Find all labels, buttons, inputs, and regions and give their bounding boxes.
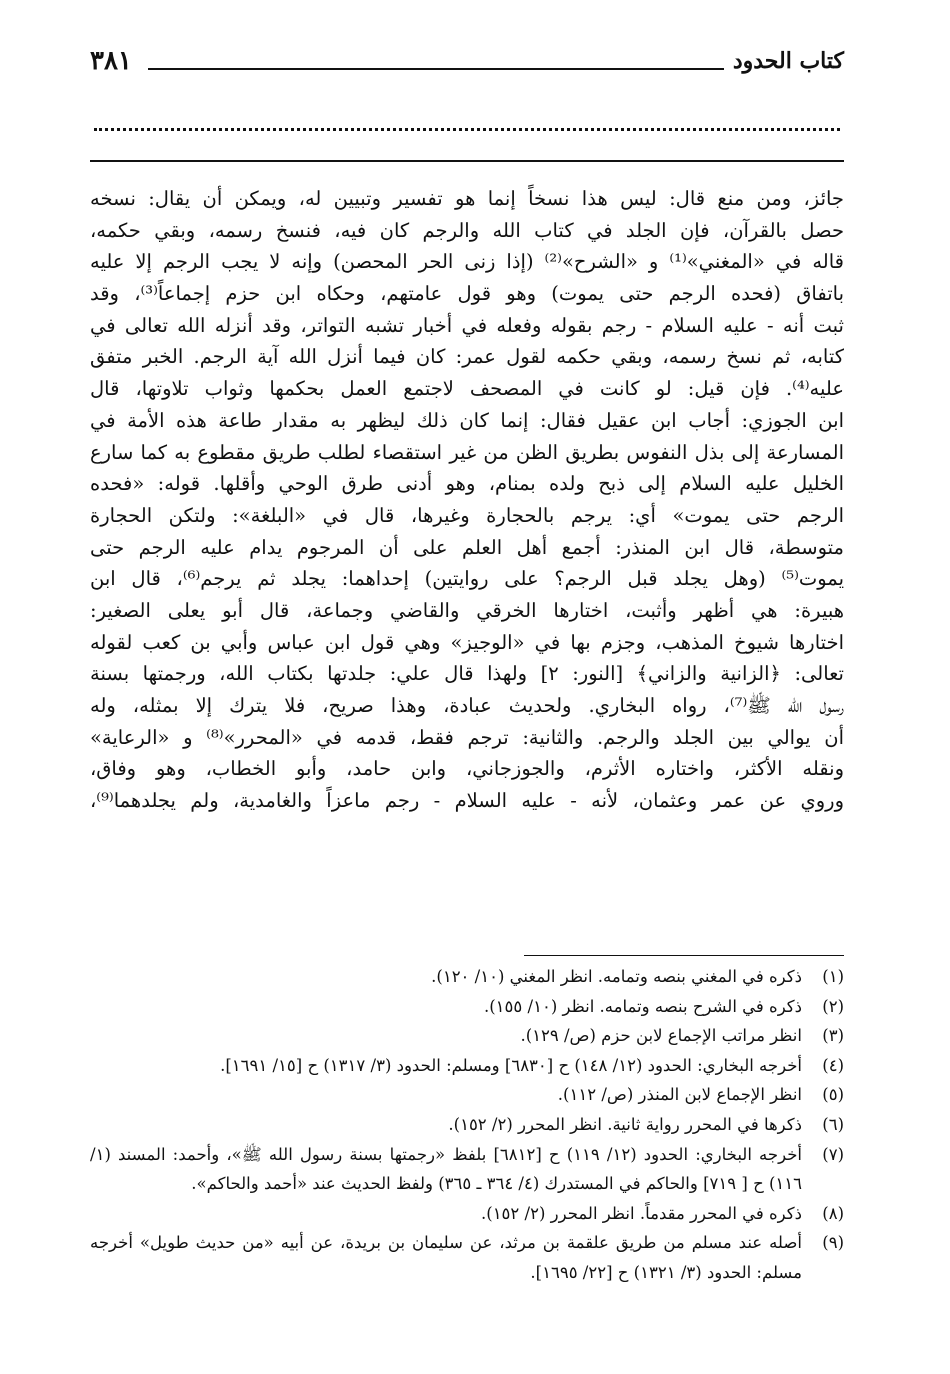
footnote-number: (٦)	[822, 1114, 844, 1134]
footnote	[90, 1199, 844, 1229]
header-rule	[148, 68, 724, 70]
footnote-text: انظر مراتب الإجماع لابن حزم (ص/ ١٢٩).	[520, 1026, 802, 1046]
footnote-number: (٤)	[822, 1055, 844, 1075]
footnote	[90, 1080, 844, 1110]
footnote-text: مسلم: الحدود (٣/ ١٣٢١) ح [٢٢/ ١٦٩٥].	[530, 1262, 802, 1282]
text-line: ونقله الأكثر، واختاره الأثرم، والجوزجاني، وابن حامد، وأبو الخطاب، وهو وفاق،	[90, 757, 844, 781]
footnote	[90, 1110, 844, 1140]
footnote-number: (٨)	[822, 1203, 844, 1223]
footnote-number: (٥)	[822, 1085, 844, 1105]
footnote	[90, 1140, 844, 1199]
footnote-text: ذكره في المحرر مقدماً. انظر المحرر (٢/ ١٥٢).	[481, 1203, 802, 1223]
footnote-number: (٣)	[822, 1026, 844, 1046]
text-line: كتابه، ثم نسخ رسمه، وبقي حكمه لقول عمر: كان فيما أنزل الله آية الرجم. الخبر متفق	[90, 345, 844, 369]
text-line: عليه⁽⁴⁾. فإن قيل: لو كانت في المصحف لاجتمع العمل بحكمها وثواب تلاوتها، قال	[90, 377, 844, 401]
footnote-text: أخرجه البخاري: الحدود (١٢/ ١٤٨) ح [٦٨٣٠] ومسلم: الحدود (٣/ ١٣١٧) ح [١٥/ ١٦٩١].	[220, 1055, 802, 1075]
footnote-text: أخرجه البخاري: الحدود (١٢/ ١١٩) ح [٦٨١٢] بلفظ «رجمتها بسنة رسول الله ﷺ»، وأحمد: المسند (١/	[90, 1144, 802, 1164]
footnote-text: أصله عند مسلم من طريق علقمة بن مرثد، عن سليمان بن بريدة، عن أبيه «من حديث طويل» أخرجه	[90, 1233, 802, 1253]
text-line: هبيرة: هي أظهر وأثبت، اختارها الخرقي والقاضي وجماعة، قال أبو يعلى الصغير:	[90, 598, 844, 622]
footnote	[90, 962, 844, 992]
text-line: متوسطة، قال ابن المنذر: أجمع أهل العلم على أن المرجوم يدام عليه الرجم حتى	[90, 535, 844, 559]
text-line: رسول الله ﷺ⁽⁷⁾، رواه البخاري. ولحديث عبادة، وهذا صريح، فلا يترك إلا بمثله، وله	[90, 694, 844, 717]
footnote-number: (٢)	[822, 996, 844, 1016]
text-line: الرجم حتى يموت» أي: يرجم بالحجارة وغيرها، قال في «البلغة»: ولتكن الحجارة	[90, 503, 844, 527]
text-line: جائز، ومن منع قال: ليس هذا نسخاً إنما هو تفسير وتبيين له، ويمكن أن يقال: نسخه	[90, 187, 844, 210]
text-line: تعالى: ﴿الزانية والزاني﴾ [النور: ٢] ولهذا قال علي: جلدتها بكتاب الله، ورجمتها بسنة	[90, 662, 844, 686]
footnote-text: ١١٦) ح [ ٧١٩] والحاكم في المستدرك (٤/ ٣٦٤ ـ ٣٦٥) ولفظ الحديث عند «أحمد والحاكم».	[191, 1174, 802, 1194]
text-line: حصل بالقرآن، فإن الجلد في كتاب الله والرجم كان فيه، فنسخ رسمه، وبقي حكمه،	[90, 218, 844, 242]
text-line: ثبت أنه - عليه السلام - رجم بقوله وفعله في أخبار تشبه التواتر، وقد أنزله الله تعالى في	[90, 313, 844, 337]
chapter-title: كتاب الحدود	[732, 48, 844, 74]
matn-separator-rule	[90, 160, 844, 162]
footnote-number: (١)	[822, 967, 844, 986]
dotted-separator	[94, 128, 840, 131]
text-line: المسارعة إلى بذل النفوس بطريق الظن من غير استقصاء لطلب طريق مقطوع به كما سارع	[90, 440, 844, 464]
footnote	[90, 1051, 844, 1081]
page-number: ٣٨١	[90, 46, 132, 76]
footnote-text: ذكرها في المحرر رواية ثانية. انظر المحرر (٢/ ١٥٢).	[448, 1114, 802, 1134]
text-line: يموت⁽⁵⁾ (وهل يجلد قبل الرجم؟ على روايتين) إحداهما: يجلد ثم يرجم⁽⁶⁾، قال ابن	[90, 567, 844, 591]
text-line: الخليل عليه السلام إلى ذبح ولده بمنام، وهو أدنى طرق الوحي وأقلها. قوله: «فحده	[90, 472, 844, 496]
footnote	[90, 1228, 844, 1287]
footnote-number: (٧)	[822, 1144, 844, 1164]
text-line: قاله في «المغني»⁽¹⁾ و «الشرح»⁽²⁾ (إذا زنى الحر المحصن) وإنه لا يجب الرجم إلا عليه	[90, 250, 844, 274]
footnote-number: (٩)	[822, 1233, 844, 1253]
text-line: ابن الجوزي: أجاب ابن عقيل فقال: إنما كان ذلك ليظهر به مقدار طاعة هذه الأمة في	[90, 408, 844, 432]
footnotes	[90, 962, 844, 1288]
footnote-text: ذكره في الشرح بنصه وتمامه. انظر (١٠/ ١٥٥).	[483, 996, 802, 1016]
footnote-rule	[524, 955, 844, 956]
footnote-text: انظر الإجماع لابن المنذر (ص/ ١١٢).	[557, 1085, 802, 1105]
footnote-text: ذكره في المغني بنصه وتمامه. انظر المغني (١٠/ ١٢٠).	[431, 967, 802, 986]
text-line: أن يوالي بين الجلد والرجم. والثانية: ترجم فقط، قدمه في «المحرر»⁽⁸⁾ و «الرعاية»	[90, 725, 844, 749]
running-header	[90, 46, 844, 80]
main-text	[90, 183, 844, 817]
text-line: وروي عن عمر وعثمان، لأنه - عليه السلام - رجم ماعزاً والغامدية، ولم يجلدهما⁽⁹⁾،	[90, 789, 844, 813]
footnote	[90, 992, 844, 1022]
text-line: اختارها شيوخ المذهب، وجزم بها في «الوجيز» وهي قول ابن عباس وأبي بن كعب لقوله	[90, 630, 844, 654]
footnote	[90, 1021, 844, 1051]
text-line: باتفاق (فحده الرجم حتى يموت) وهو قول عامتهم، وحكاه ابن حزم إجماعاً⁽³⁾، وقد	[90, 282, 844, 306]
